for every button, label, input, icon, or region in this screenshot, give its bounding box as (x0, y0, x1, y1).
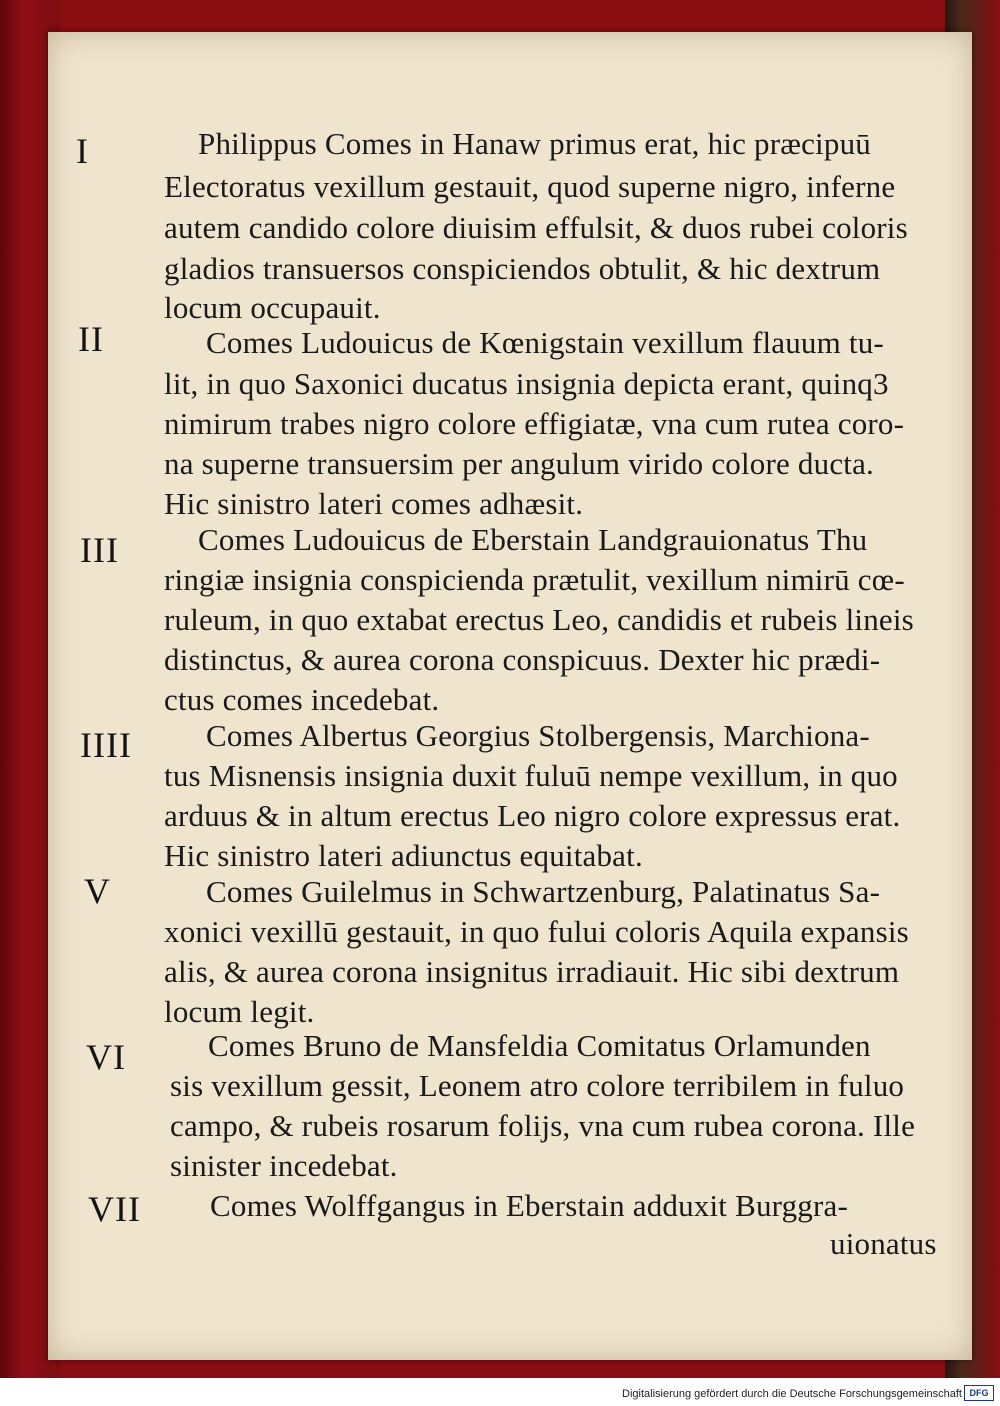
footer-credit-text: Digitalisierung gefördert durch die Deutsche Forschungsgemeinschaft (622, 1388, 962, 1400)
entry-1-line-5: locum occupauit. (164, 290, 381, 325)
entry-2-line-4: na superne transuersim per angulum virido colore ducta. (164, 446, 874, 481)
text-block (48, 32, 972, 1360)
entry-numeral-3: III (80, 530, 119, 570)
entry-1-line-2: Electoratus vexillum gestauit, quod superne nigro, inferne (164, 169, 896, 204)
entry-2-line-3: nimirum trabes nigro colore effigiatæ, vna cum rutea coro- (164, 406, 905, 441)
entry-5-line-1: Comes Guilelmus in Schwartzenburg, Palatinatus Sa- (206, 874, 881, 909)
entry-7-line-2: uionatus (830, 1226, 937, 1261)
entry-4-line-2: tus Misnensis insignia duxit fuluū nempe vexillum, in quo (164, 758, 898, 793)
entry-1-line-4: gladios transuersos conspiciendos obtulit, & hic dextrum (164, 251, 881, 286)
entry-numeral-4: IIII (80, 725, 132, 765)
entry-numeral-6: VI (86, 1037, 126, 1077)
entry-numeral-1: I (76, 131, 89, 171)
entry-6-line-1: Comes Bruno de Mansfeldia Comitatus Orlamunden (208, 1028, 871, 1063)
entry-6-line-4: sinister incedebat. (170, 1148, 398, 1183)
entry-2-line-5: Hic sinistro lateri comes adhæsit. (164, 486, 584, 521)
entry-2-line-1: Comes Ludouicus de Kœnigstain vexillum flauum tu- (206, 325, 884, 360)
entry-4-line-4: Hic sinistro lateri adiunctus equitabat. (164, 838, 643, 873)
entry-5-line-4: locum legit. (164, 994, 315, 1029)
dfg-logo-icon: DFG (964, 1385, 994, 1401)
entry-6-line-2: sis vexillum gessit, Leonem atro colore terribilem in fuluo (170, 1068, 905, 1103)
entry-3-line-1: Comes Ludouicus de Eberstain Landgrauionatus Thu (198, 522, 868, 557)
entry-6-line-3: campo, & rubeis rosarum folijs, vna cum rubea corona. Ille (170, 1108, 916, 1143)
book-page (48, 32, 972, 1360)
entry-4-line-3: arduus & in altum erectus Leo nigro colore expressus erat. (164, 798, 901, 833)
entry-4-line-1: Comes Albertus Georgius Stolbergensis, Marchiona- (206, 718, 870, 753)
entry-3-line-4: distinctus, & aurea corona conspicuus. Dexter hic prædi- (164, 642, 881, 677)
entry-5-line-2: xonici vexillū gestauit, in quo fului coloris Aquila expansis (164, 914, 909, 949)
entry-numeral-7: VII (88, 1189, 141, 1229)
footer-bar (0, 1378, 1000, 1406)
entry-5-line-3: alis, & aurea corona insignitus irradiauit. Hic sibi dextrum (164, 954, 900, 989)
entry-numeral-5: V (84, 871, 111, 911)
entry-7-line-1: Comes Wolffgangus in Eberstain adduxit Burggra- (210, 1188, 849, 1223)
entry-1-line-1: Philippus Comes in Hanaw primus erat, hic præcipuū (198, 126, 871, 161)
entry-3-line-3: ruleum, in quo extabat erectus Leo, candidis et rubeis lineis (164, 602, 914, 637)
entry-3-line-2: ringiæ insignia conspicienda prætulit, vexillum nimirū cœ- (164, 562, 905, 597)
entry-2-line-2: lit, in quo Saxonici ducatus insignia depicta erant, quinq3 (164, 366, 889, 401)
entry-1-line-3: autem candido colore diuisim effulsit, & duos rubei coloris (164, 210, 908, 245)
entry-numeral-2: II (78, 319, 104, 359)
entry-3-line-5: ctus comes incedebat. (164, 682, 440, 717)
